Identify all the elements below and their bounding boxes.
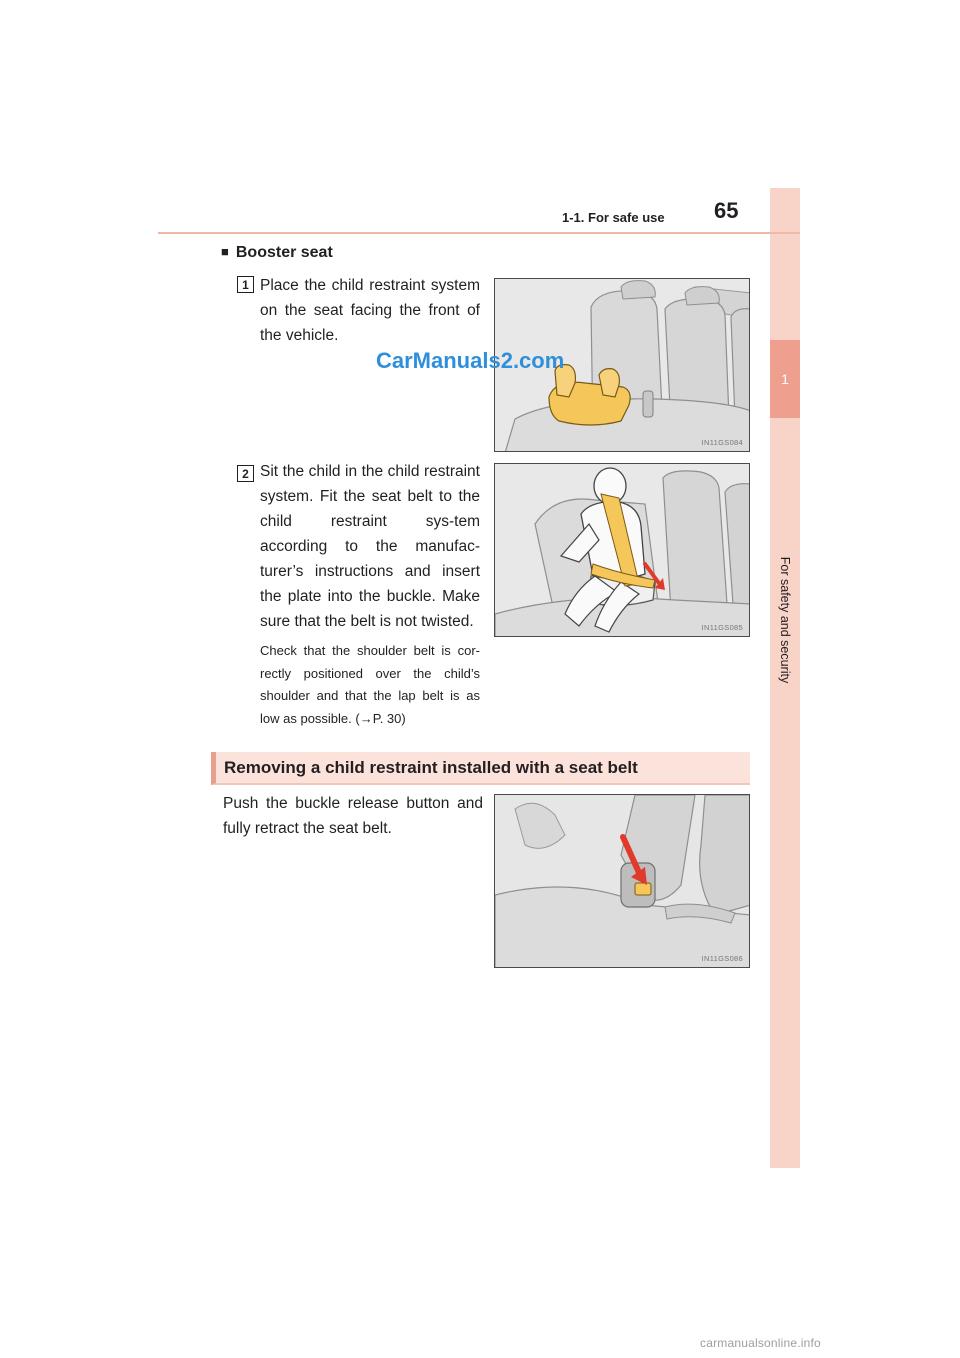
step-1-text: Place the child restraint system on the seat facing the front of the vehicle. [260, 277, 480, 344]
chapter-title-vertical [772, 535, 798, 705]
figure-child-in-booster [494, 463, 750, 637]
figure-buckle-release [494, 794, 750, 968]
heading-square-marker: ■ [221, 244, 229, 259]
step-2-text: Sit the child in the child restraint system. Fit the seat belt to the child restraint sys-tem according to the manufac-turer’s instructions and insert the plate into the buckle. Make sure that the belt is not twisted. [260, 463, 480, 630]
section-title: 1-1. For safe use [562, 210, 665, 225]
booster-seat-heading-text: Booster seat [235, 244, 333, 261]
figure-3-code: IN11GS086 [701, 954, 743, 963]
removing-section-banner [211, 752, 750, 785]
figure-2-code: IN11GS085 [701, 623, 743, 632]
booster-seat-heading [221, 244, 333, 262]
removing-text: Push the buckle release button and fully retract the seat belt. [223, 795, 483, 837]
step-2-note: Check that the shoulder belt is cor-rectly positioned over the child’s shoulder and that the lap belt is as low as possible. (→P. 30) [260, 643, 480, 726]
step-2-badge: 2 [237, 465, 254, 482]
watermark-top: CarManuals2.com [376, 348, 565, 373]
figure-1-code: IN11GS084 [701, 438, 743, 447]
removing-section-title: Removing a child restraint installed with a seat belt [224, 757, 638, 777]
chapter-title: For safety and security [778, 556, 793, 684]
watermark-bottom: carmanualsonline.info [700, 1336, 821, 1350]
step-1-badge: 1 [237, 276, 254, 293]
chapter-number: 1 [770, 340, 800, 418]
page-number: 65 [714, 198, 739, 223]
header-rule [158, 232, 800, 234]
